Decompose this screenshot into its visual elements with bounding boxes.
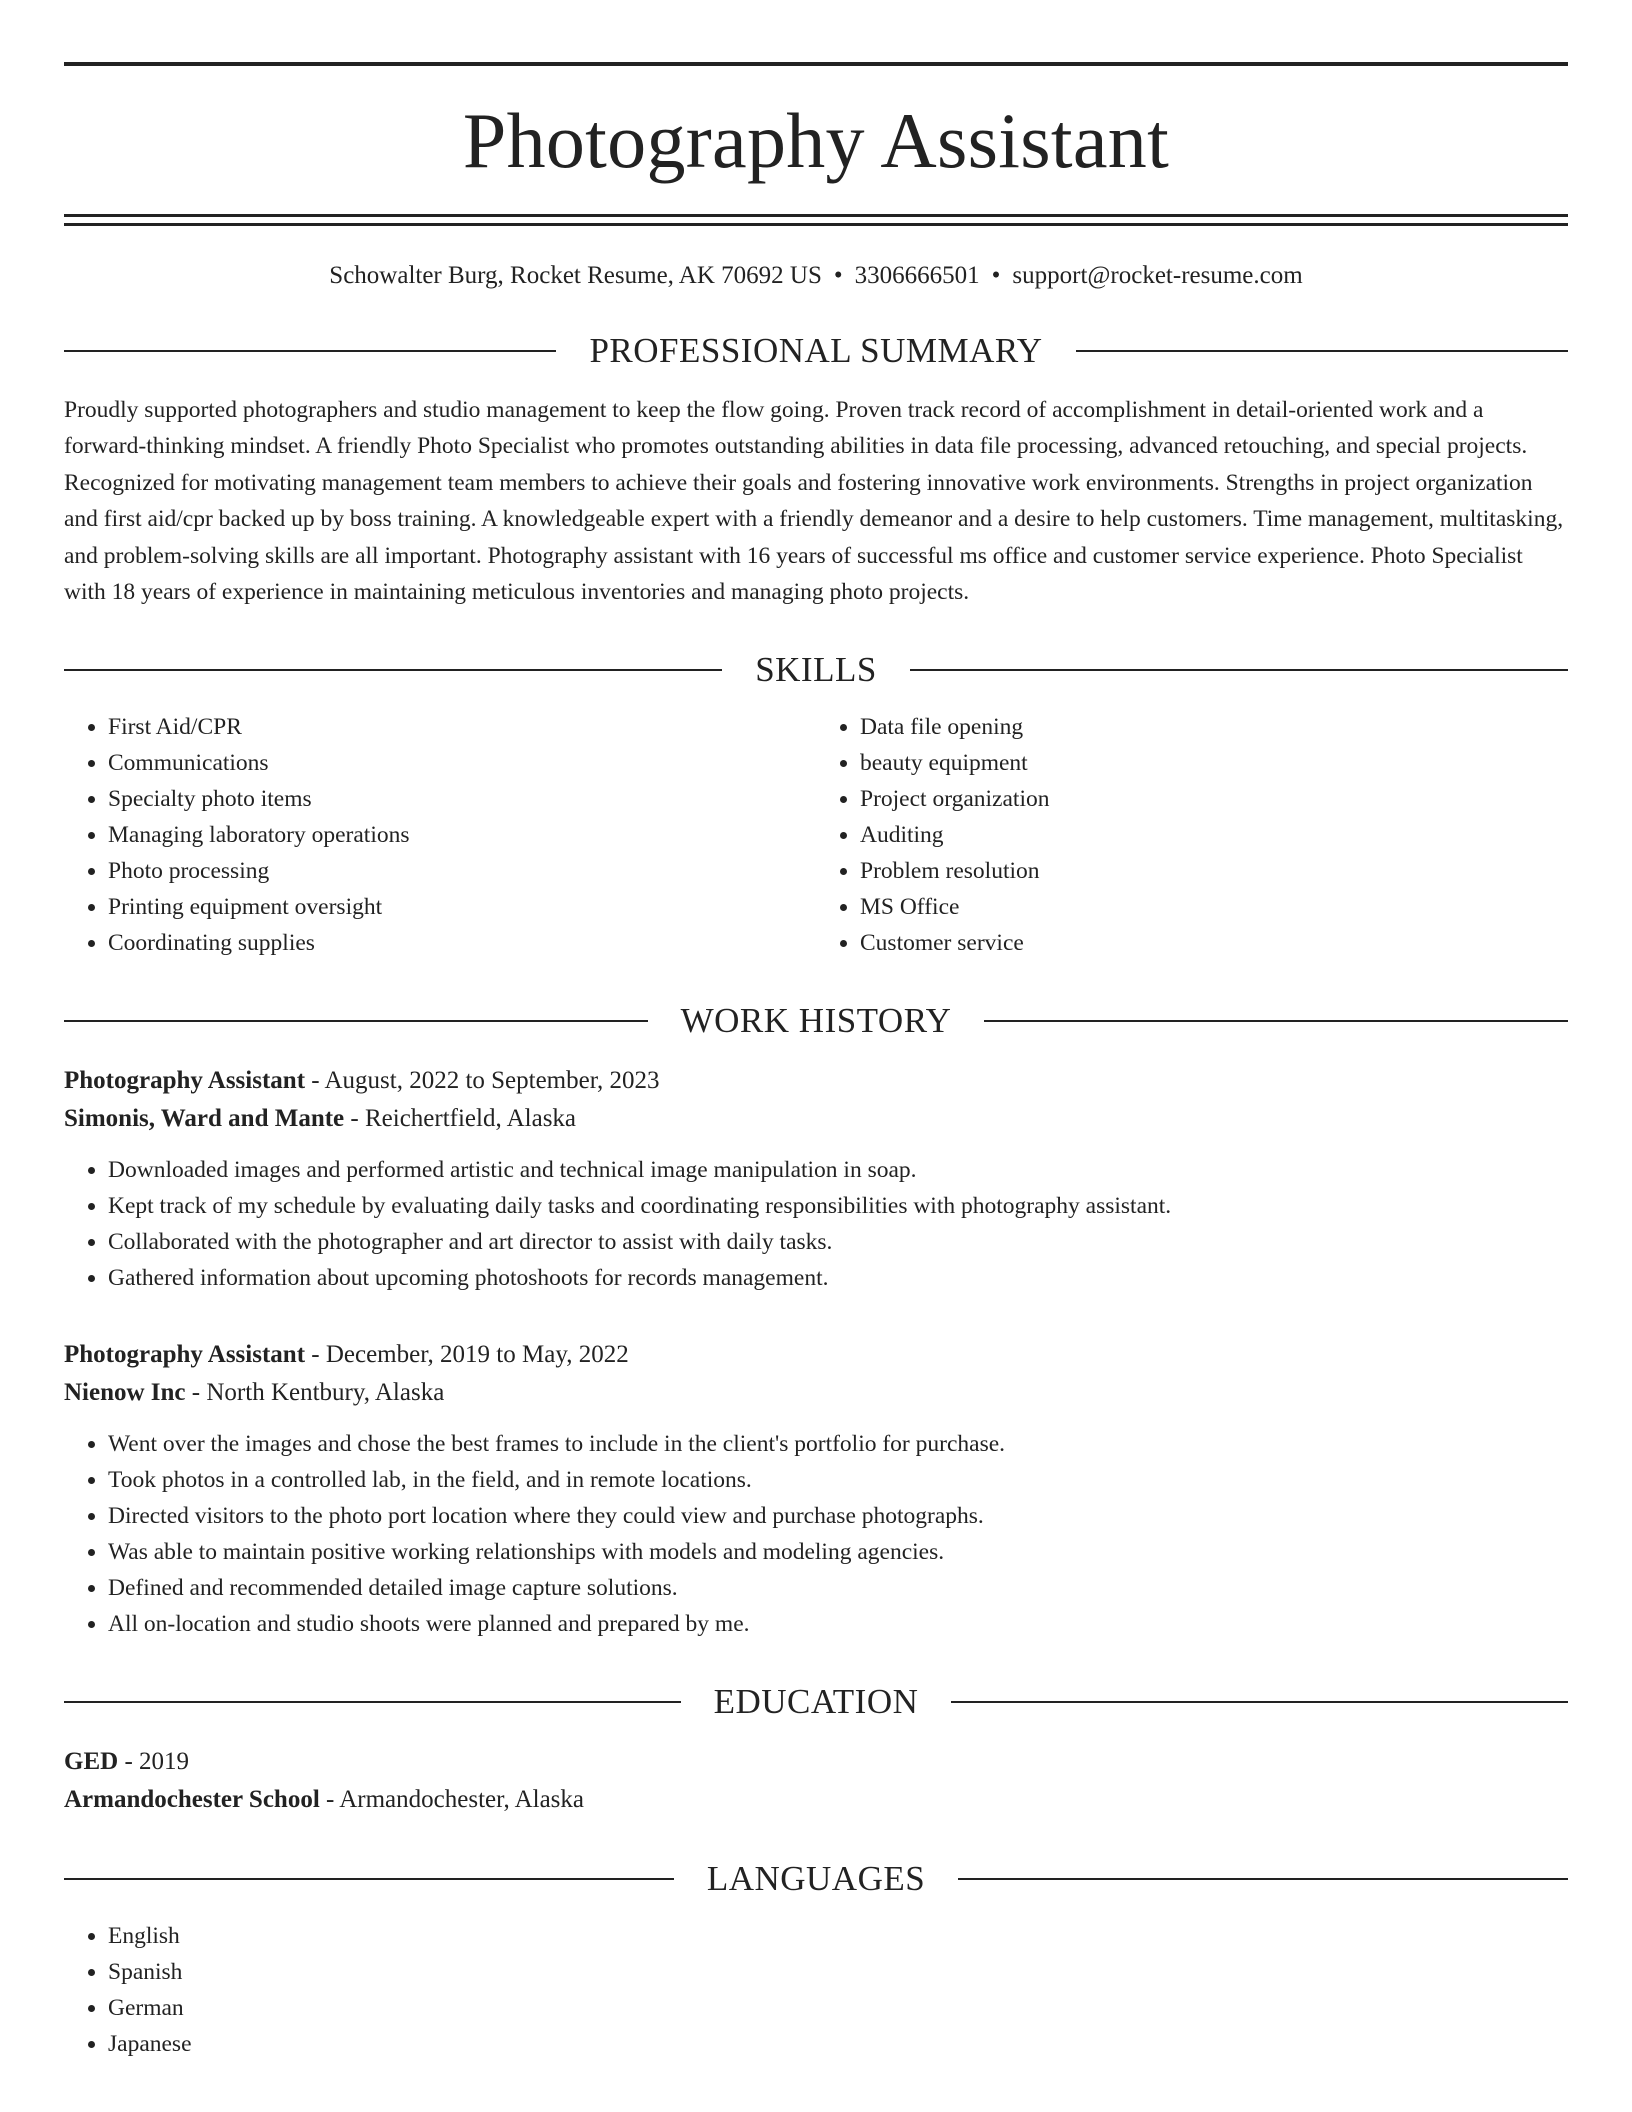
dash: - (305, 1341, 326, 1369)
section-rule (910, 669, 1568, 671)
summary-title: PROFESSIONAL SUMMARY (589, 331, 1043, 370)
languages-title: LANGUAGES (706, 1859, 926, 1899)
skill-item: • Project organization (860, 781, 1568, 817)
contact-email: support@rocket-resume.com (1012, 262, 1303, 289)
job-role: Photography Assistant (64, 1341, 306, 1369)
job-bullet: • Kept track of my schedule by evaluating daily tasks and coordinating responsibilities with photography assistant. (108, 1188, 1568, 1224)
contact-separator: • (991, 262, 1001, 289)
job-bullet: • Went over the images and chose the best frames to include in the client's portfolio for purchase. (108, 1426, 1568, 1462)
job-company: Simonis, Ward and Mante (64, 1105, 345, 1133)
job-location: Reichertfield, Alaska (364, 1105, 577, 1133)
language-item: • English (108, 1918, 1568, 1954)
section-rule (64, 1701, 681, 1703)
section-rule (64, 1878, 674, 1880)
skill-item: • Data file opening (860, 709, 1568, 745)
skill-item: • Communications (108, 745, 816, 781)
education-title: EDUCATION (713, 1682, 919, 1722)
skill-item: • MS Office (860, 889, 1568, 925)
degree-line (64, 1743, 1568, 1781)
skills-columns (64, 709, 1568, 961)
dash: - (305, 1067, 325, 1095)
skill-item: • Customer service (860, 925, 1568, 961)
job-bullet: • Gathered information about upcoming photoshoots for records management. (108, 1260, 1568, 1296)
dash: - (319, 1786, 340, 1814)
job-company-line (64, 1100, 1568, 1138)
job-company: Nienow Inc (64, 1379, 186, 1407)
summary-text: Proudly supported photographers and studio management to keep the flow going. Proven track record of accomplishment in detail-oriented work and a forward-thinking mindset. A friendly Photo Specialist who promotes outstanding abilities in data file processing, advanced retouching, and special projects. Recognized for motivating management team members to achieve their goals and fostering innovative work environments. Strengths in project organization and first aid/cpr backed up by boss training. A knowledgeable expert with a friendly demeanor and a desire to help customers. Time management, multitasking, and problem-solving skills are all important. Photography assistant with 16 years of successful ms office and customer service experience. Photo Specialist with 18 years of experience in maintaining meticulous inventories and managing photo projects. (64, 397, 1564, 606)
job-bullet: • All on-location and studio shoots were planned and prepared by me. (108, 1606, 1568, 1642)
skill-item: • beauty equipment (860, 745, 1568, 781)
job-bullet: • Took photos in a controlled lab, in the field, and in remote locations. (108, 1462, 1568, 1498)
skills-list-left (64, 709, 816, 961)
degree-year: 2019 (139, 1748, 190, 1776)
degree: GED (64, 1748, 119, 1776)
skills-list-right (816, 709, 1568, 961)
section-rule (951, 1701, 1568, 1703)
languages-entry (64, 1918, 1568, 2062)
skill-item: • Coordinating supplies (108, 925, 816, 961)
job-bullets (64, 1426, 1568, 1642)
contact-line (64, 261, 1568, 291)
education-entry (64, 1743, 1568, 1819)
job-location: North Kentbury, Alaska (206, 1379, 445, 1407)
job-role-line (64, 1062, 1568, 1100)
skill-item: • Photo processing (108, 853, 816, 889)
job-company-line (64, 1374, 1568, 1412)
language-item: • Japanese (108, 2026, 1568, 2062)
skill-item: • Auditing (860, 817, 1568, 853)
section-rule (984, 1020, 1568, 1022)
contact-separator: • (833, 262, 843, 289)
skill-item: • First Aid/CPR (108, 709, 816, 745)
job-bullet: • Collaborated with the photographer and art director to assist with daily tasks. (108, 1224, 1568, 1260)
contact-address: Schowalter Burg, Rocket Resume, AK 70692 US (329, 262, 822, 289)
job-bullet: • Defined and recommended detailed image capture solutions. (108, 1570, 1568, 1606)
school-line (64, 1781, 1568, 1819)
dash: - (344, 1105, 365, 1133)
work-section-header (64, 1001, 1568, 1041)
dash: - (185, 1379, 207, 1407)
skill-item: • Managing laboratory operations (108, 817, 816, 853)
summary-section-header (64, 333, 1568, 368)
job-bullet: • Downloaded images and performed artistic and technical image manipulation in soap. (108, 1152, 1568, 1188)
job-dates: December, 2019 to May, 2022 (325, 1341, 629, 1369)
skill-item: • Specialty photo items (108, 781, 816, 817)
languages-section-header (64, 1859, 1568, 1899)
top-rule (64, 62, 1568, 66)
job-entry (64, 1336, 1568, 1642)
job-bullet: • Was able to maintain positive working relationships with models and modeling agencies. (108, 1534, 1568, 1570)
resume-name: Photography Assistant (462, 97, 1170, 184)
section-rule (64, 1020, 648, 1022)
skill-item: • Problem resolution (860, 853, 1568, 889)
contact-phone: 3306666501 (854, 262, 980, 289)
skills-title: SKILLS (755, 650, 877, 690)
education-section-header (64, 1682, 1568, 1722)
job-bullet: • Directed visitors to the photo port location where they could view and purchase photographs. (108, 1498, 1568, 1534)
job-entry (64, 1062, 1568, 1296)
job-dates: August, 2022 to September, 2023 (324, 1067, 660, 1095)
job-role-line (64, 1336, 1568, 1374)
section-rule (958, 1878, 1568, 1880)
dash: - (118, 1748, 140, 1776)
work-title: WORK HISTORY (680, 1001, 952, 1041)
language-item: • German (108, 1990, 1568, 2026)
language-item: • Spanish (108, 1954, 1568, 1990)
school-name: Armandochester School (64, 1786, 320, 1814)
section-rule (64, 669, 722, 671)
skill-item: • Printing equipment oversight (108, 889, 816, 925)
section-rule (64, 350, 556, 352)
section-rule (1076, 350, 1568, 352)
double-rule (64, 214, 1568, 226)
job-role: Photography Assistant (64, 1067, 306, 1095)
job-bullets (64, 1152, 1568, 1296)
skills-section-header (64, 650, 1568, 690)
languages-list (64, 1918, 1568, 2062)
school-location: Armandochester, Alaska (339, 1786, 584, 1814)
